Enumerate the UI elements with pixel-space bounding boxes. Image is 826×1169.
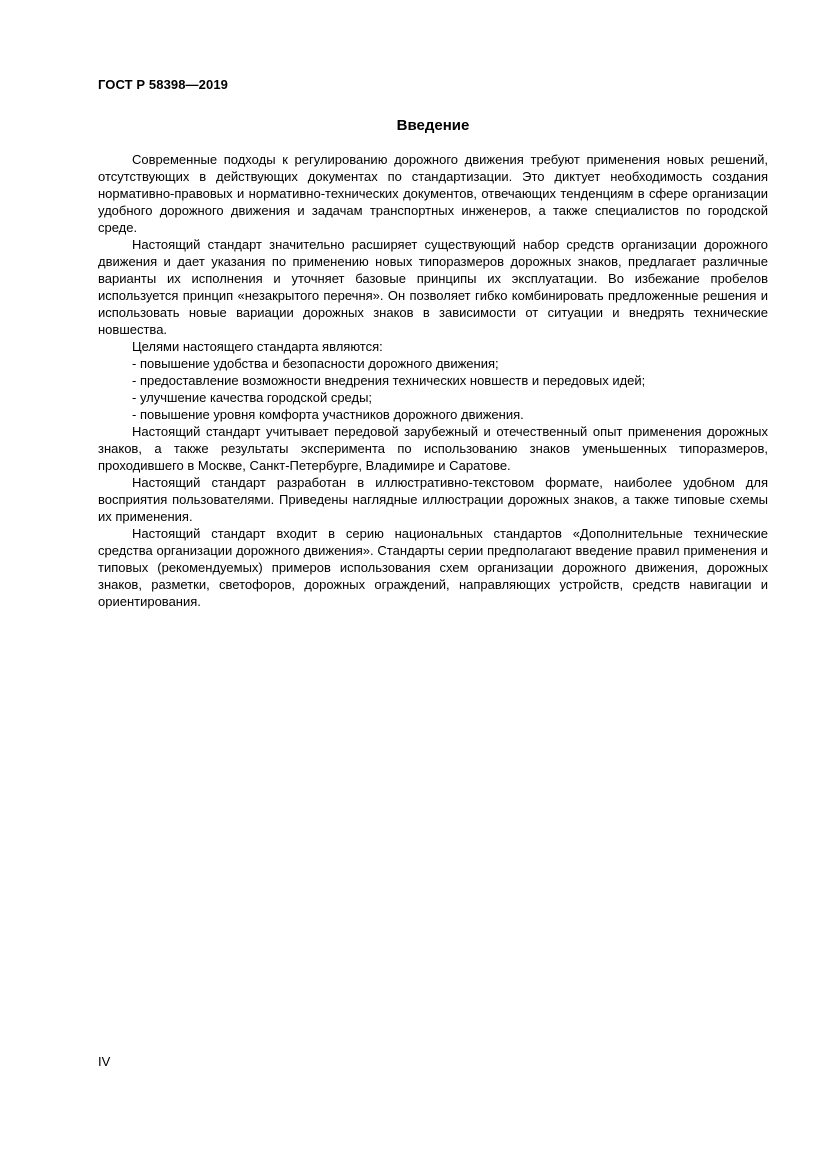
section-title: Введение (396, 117, 470, 134)
page-number: IV (98, 1054, 111, 1069)
goal-list-item: - предоставление возможности внедрения технических новшеств и передовых идей; (132, 373, 646, 388)
paragraph-experience: Настоящий стандарт учитывает передовой зарубежный и отечественный опыт применения дорожных знаков, а также результаты эксперимента по использованию знаков уменьшенных типоразмеров, проходившего в Москве, Санкт-Петербурге, Владимире и Саратове. (98, 424, 768, 473)
document-body (98, 151, 768, 610)
goal-list-item: - улучшение качества городской среды; (132, 390, 373, 405)
paragraph-series: Настоящий стандарт входит в серию национальных стандартов «Дополнительные технические средства организации дорожного движения». Стандарты серии предполагают введение правил применения и типовых (рекомендуемых) примеров использования схем организации дорожного движения, дорожных знаков, разметки, светофоров, дорожных ограждений, направляющих устройств, средств навигации и ориентирования. (98, 526, 768, 609)
paragraph-scope: Настоящий стандарт значительно расширяет существующий набор средств организации дорожного движения и дает указания по применению новых типоразмеров дорожных знаков, предлагает различные варианты их исполнения и уточняет базовые принципы их эксплуатации. Во избежание пробелов используется принцип «незакрытого перечня». Он позволяет гибко комбинировать предложенные решения и использовать новые вариации дорожных знаков в зависимости от ситуации и внедрять технические новшества. (98, 237, 768, 337)
paragraph-intro: Современные подходы к регулированию дорожного движения требуют применения новых решений, отсутствующих в действующих документах по стандартизации. Это диктует необходимость создания нормативно-правовых и нормативно-технических документов, отвечающих тенденциям в сфере организации удобного дорожного движения и задачам транспортных инженеров, а также специалистов по городской среде. (98, 152, 768, 235)
standard-code-header: ГОСТ Р 58398—2019 (98, 77, 228, 92)
paragraph-goals-lead: Целями настоящего стандарта являются: (132, 339, 383, 354)
goal-list-item: - повышение уровня комфорта участников дорожного движения. (132, 407, 524, 422)
goal-list-item: - повышение удобства и безопасности дорожного движения; (132, 356, 499, 371)
paragraph-format: Настоящий стандарт разработан в иллюстративно-текстовом формате, наиболее удобном для восприятия пользователями. Приведены наглядные иллюстрации дорожных знаков, а также типовые схемы их применения. (98, 475, 768, 524)
